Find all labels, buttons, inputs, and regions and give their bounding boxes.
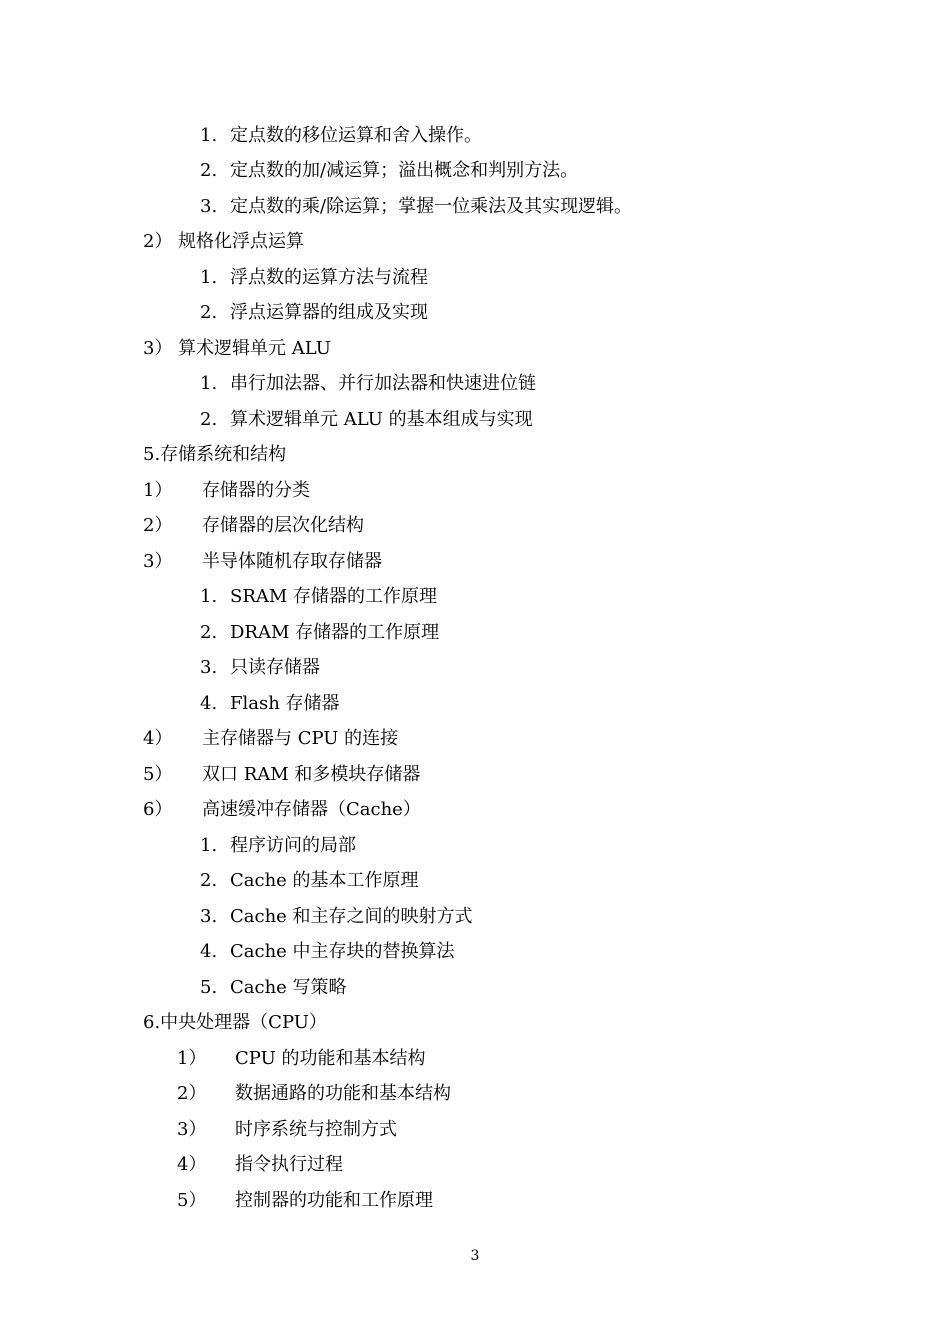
item-number: 2. (200, 160, 218, 181)
item-text: Cache 中主存块的替换算法 (230, 941, 455, 962)
item-text: 串行加法器、并行加法器和快速进位链 (230, 373, 536, 394)
item-number: 2） (143, 515, 173, 536)
item-number: 4. (200, 693, 218, 714)
item-number: 1. (200, 373, 218, 394)
item-text: 算术逻辑单元 ALU (178, 338, 331, 359)
item-number: 3. (200, 657, 218, 678)
item-text: 高速缓冲存储器（Cache） (202, 799, 421, 820)
item-number: 2. (200, 622, 218, 643)
item-number: 6） (143, 799, 173, 820)
item-text: 规格化浮点运算 (178, 231, 304, 252)
item-number: 3. (200, 906, 218, 927)
section-heading-text: 6.中央处理器（CPU） (143, 1012, 327, 1033)
item-text: 定点数的加/减运算；溢出概念和判别方法。 (230, 160, 579, 181)
item-text: 控制器的功能和工作原理 (235, 1190, 433, 1211)
item-number: 4. (200, 941, 218, 962)
item-number: 2. (200, 870, 218, 891)
item-number: 5. (200, 977, 218, 998)
item-text: 定点数的乘/除运算；掌握一位乘法及其实现逻辑。 (230, 196, 633, 217)
item-text: 定点数的移位运算和舍入操作。 (230, 125, 482, 146)
item-text: DRAM 存储器的工作原理 (230, 622, 440, 643)
item-text: 数据通路的功能和基本结构 (235, 1083, 451, 1104)
item-number: 1. (200, 835, 218, 856)
item-text: SRAM 存储器的工作原理 (230, 586, 438, 607)
item-text: 存储器的层次化结构 (202, 515, 364, 536)
item-text: 存储器的分类 (202, 480, 310, 501)
item-number: 2） (177, 1083, 207, 1104)
section-heading-text: 5.存储系统和结构 (143, 444, 287, 465)
item-text: 半导体随机存取存储器 (202, 551, 382, 572)
item-number: 3. (200, 196, 218, 217)
item-text: 浮点数的运算方法与流程 (230, 267, 428, 288)
item-number: 3） (143, 551, 173, 572)
item-text: CPU 的功能和基本结构 (235, 1048, 426, 1069)
item-text: Cache 写策略 (230, 977, 347, 998)
item-number: 5） (143, 764, 173, 785)
item-number: 2） (143, 231, 173, 252)
item-number: 3） (177, 1119, 207, 1140)
item-text: Flash 存储器 (230, 693, 340, 714)
page-number: 3 (470, 1248, 480, 1264)
item-number: 2. (200, 409, 218, 430)
item-text: Cache 的基本工作原理 (230, 870, 419, 891)
item-number: 1. (200, 267, 218, 288)
item-text: 时序系统与控制方式 (235, 1119, 397, 1140)
item-number: 2. (200, 302, 218, 323)
item-number: 1. (200, 586, 218, 607)
item-text: 算术逻辑单元 ALU 的基本组成与实现 (230, 409, 533, 430)
item-number: 1） (177, 1048, 207, 1069)
item-text: 主存储器与 CPU 的连接 (202, 728, 399, 749)
item-text: 双口 RAM 和多模块存储器 (202, 764, 421, 785)
item-text: 程序访问的局部 (230, 835, 356, 856)
item-text: 只读存储器 (230, 657, 320, 678)
item-number: 1） (143, 480, 173, 501)
item-text: 浮点运算器的组成及实现 (230, 302, 428, 323)
item-number: 5） (177, 1190, 207, 1211)
item-text: Cache 和主存之间的映射方式 (230, 906, 473, 927)
item-text: 指令执行过程 (235, 1154, 343, 1175)
item-number: 3） (143, 338, 173, 359)
item-number: 4） (177, 1154, 207, 1175)
item-number: 4） (143, 728, 173, 749)
item-number: 1. (200, 125, 218, 146)
